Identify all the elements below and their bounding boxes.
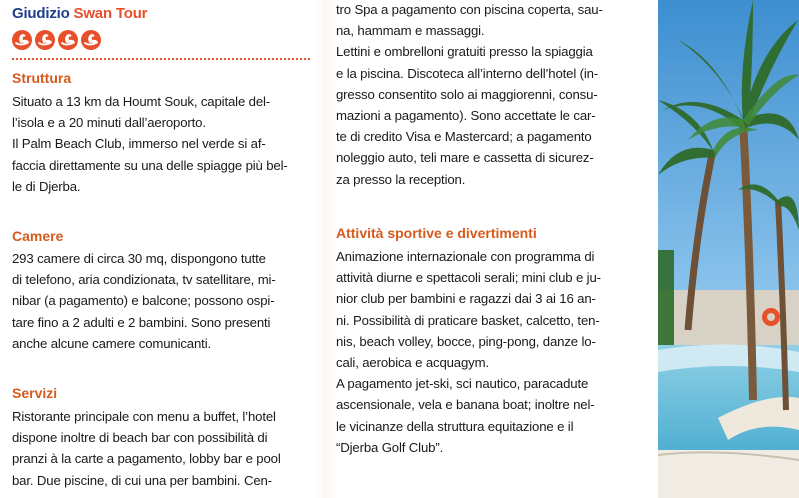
text-line: Lettini e ombrelloni gratuiti presso la spiaggia <box>336 44 593 60</box>
text-line: gresso consentito solo ai maggiorenni, consu- <box>336 86 598 102</box>
text-line: le vicinanze della struttura equitazione e il <box>336 418 574 434</box>
text-line: pranzi à la carte a pagamento, lobby bar e pool <box>12 451 281 467</box>
resort-photo <box>658 0 799 498</box>
text-line: A pagamento jet-ski, sci nautico, paracadute <box>336 376 589 392</box>
swan-rating <box>12 30 101 50</box>
text-line: noleggio auto, teli mare e cassetta di sicurez- <box>336 150 594 166</box>
swan-icon <box>58 30 78 50</box>
text-line: di telefono, aria condizionata, tv satellitare, mi- <box>12 272 276 288</box>
rating-brand: Swan Tour <box>73 5 148 22</box>
text-line: nis, beach volley, bocce, ping-pong, danze lo- <box>336 333 596 349</box>
column-gutter <box>316 0 336 498</box>
section-title-servizi: Servizi <box>12 385 58 401</box>
text-line: za presso la reception. <box>336 171 466 187</box>
text-line: faccia direttamente su una delle spiagge più bel- <box>12 157 288 173</box>
section-title-struttura: Struttura <box>12 70 72 86</box>
section-title-attivita: Attività sportive e divertimenti <box>336 225 537 241</box>
text-line: dispone inoltre di beach bar con possibilità di <box>12 430 268 446</box>
text-line: ni. Possibilità di praticare basket, calcetto, ten- <box>336 312 600 328</box>
text-line: Situato a 13 km da Houmt Souk, capitale del- <box>12 94 271 109</box>
text-line: attività diurne e spettacoli serali; mini club e ju- <box>336 270 601 286</box>
text-line: na, hammam e massaggi. <box>336 23 485 39</box>
swan-icon <box>81 30 101 50</box>
text-line: Il Palm Beach Club, immerso nel verde si af- <box>12 136 266 152</box>
text-line: le di Djerba. <box>12 178 81 194</box>
section-title-camere: Camere <box>12 228 64 244</box>
text-line: tro Spa a pagamento con piscina coperta, sau- <box>336 2 603 17</box>
text-line: ascensionale, vela e banana boat; inoltre nel- <box>336 397 595 413</box>
text-line: “Djerba Golf Club”. <box>336 439 444 455</box>
text-line: 293 camere di circa 30 mq, dispongono tutte <box>12 251 266 266</box>
text-line: cali, aerobica e acquagym. <box>336 355 489 370</box>
text-line: nibar (a pagamento) e balcone; possono ospi- <box>12 293 275 309</box>
text-line: bar. Due piscine, di cui una per bambini. Cen- <box>12 472 272 488</box>
rating-label: Giudizio <box>12 5 70 22</box>
text-line: te di credito Visa e Mastercard; a pagamento <box>336 129 592 145</box>
text-line: l’isola e a 20 minuti dall’aeroporto. <box>12 115 206 131</box>
rating-heading <box>12 5 147 22</box>
text-line: mazioni a pagamento). Sono accettate le car- <box>336 108 596 123</box>
swan-icon <box>35 30 55 50</box>
dotted-divider <box>12 58 310 60</box>
text-line: nior club per bambini e ragazzi dai 3 ai 16 an- <box>336 291 596 307</box>
text-line: anche alcune camere comunicanti. <box>12 335 211 351</box>
text-line: e la piscina. Discoteca all’interno dell’hotel (in- <box>336 65 599 81</box>
text-line: tare fino a 2 adulti e 2 bambini. Sono presenti <box>12 314 271 330</box>
text-line: Ristorante principale con menu a buffet, l’hotel <box>12 409 276 424</box>
swan-icon <box>12 30 32 50</box>
text-line: Animazione internazionale con programma di <box>336 249 595 264</box>
